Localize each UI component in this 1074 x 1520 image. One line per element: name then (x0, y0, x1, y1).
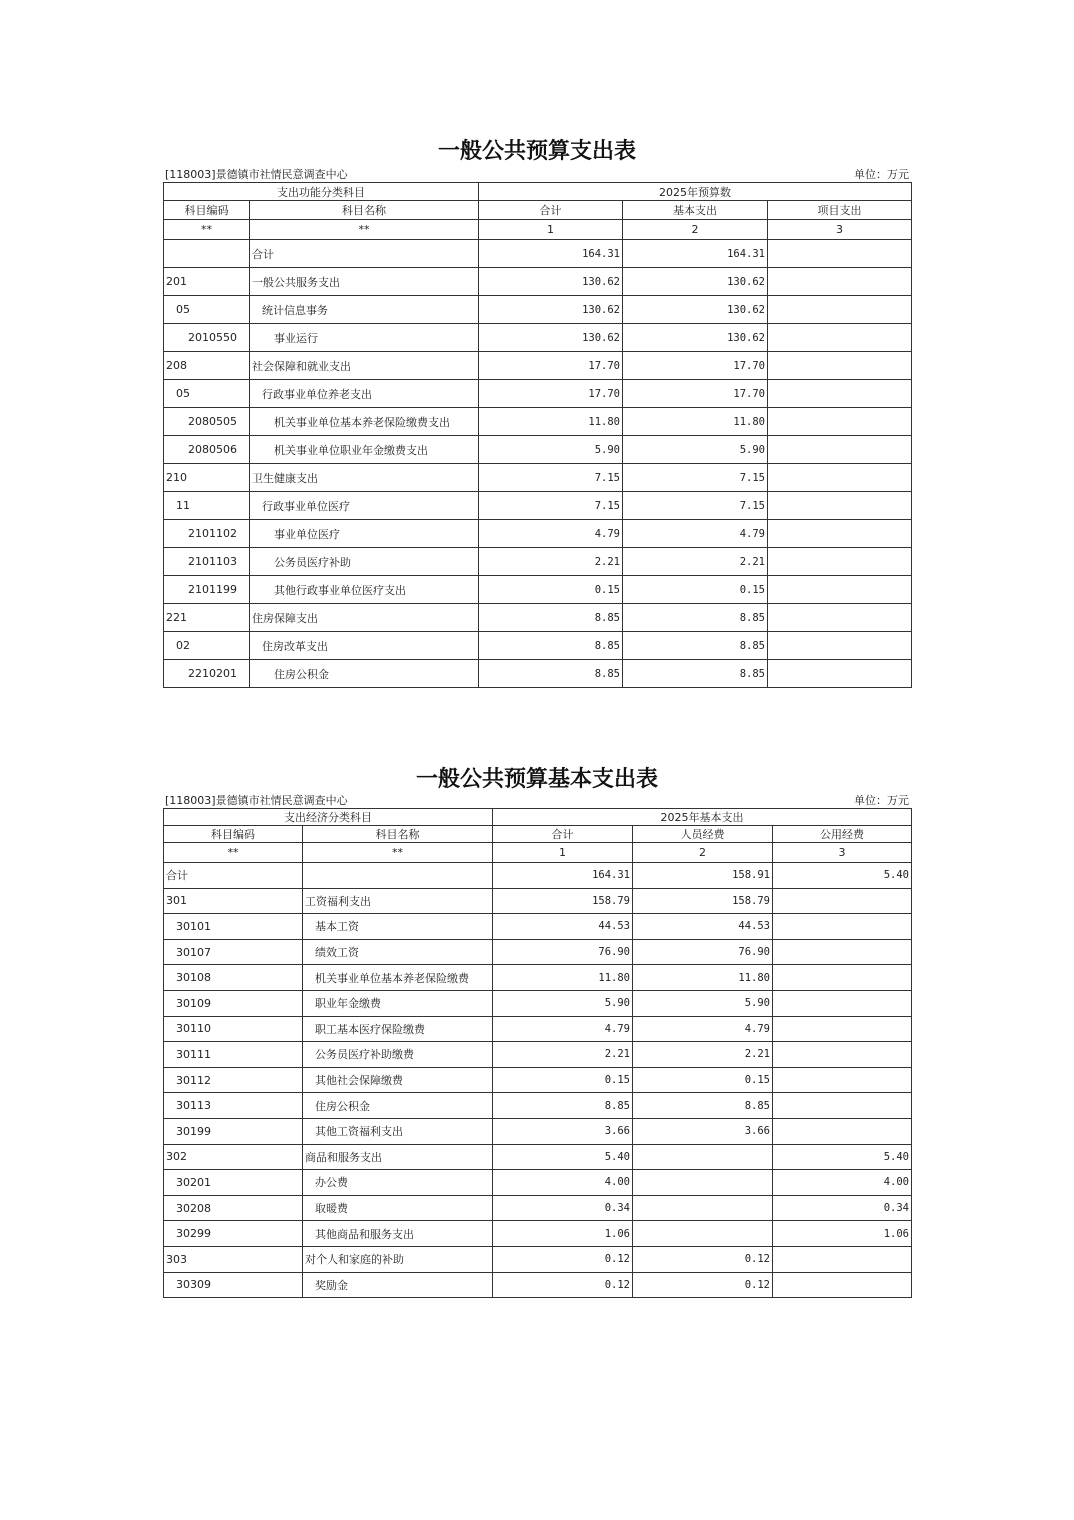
table2-index-row (164, 843, 912, 863)
table2-group-right: 2025年基本支出 (493, 809, 912, 826)
table2 (163, 808, 912, 1298)
table2-cell-name: 商品和服务支出 (303, 1144, 493, 1170)
table2-header-total: 合计 (493, 826, 633, 843)
table2-cell-personnel: 2.21 (633, 1042, 773, 1068)
table1-row (164, 604, 912, 632)
table2-cell-code: 30113 (164, 1093, 303, 1119)
table2-row (164, 1272, 912, 1298)
table1-row (164, 436, 912, 464)
table1-header-project: 项目支出 (768, 201, 912, 220)
table2-cell-code: 30299 (164, 1221, 303, 1247)
table2-cell-public: 5.40 (773, 863, 912, 889)
table1-cell-project (768, 576, 912, 604)
table1-cell-project (768, 492, 912, 520)
table1-cell-basic: 130.62 (623, 296, 768, 324)
table2-cell-code: 30108 (164, 965, 303, 991)
table2-cell-name: 机关事业单位基本养老保险缴费 (303, 965, 493, 991)
table1-cell-name: 公务员医疗补助 (250, 548, 479, 576)
table1-cell-name: 住房公积金 (250, 660, 479, 688)
table1-row (164, 296, 912, 324)
table1-cell-name: 行政事业单位养老支出 (250, 380, 479, 408)
table1-header-code: 科目编码 (164, 201, 250, 220)
table2-cell-personnel: 4.79 (633, 1016, 773, 1042)
table1-cell-basic: 130.62 (623, 324, 768, 352)
table1-cell-total: 130.62 (479, 268, 623, 296)
table2-cell-personnel (633, 1221, 773, 1247)
table2-row (164, 1246, 912, 1272)
table1-cell-code: 05 (164, 296, 250, 324)
table2-cell-code: 30201 (164, 1170, 303, 1196)
table2-cell-code: 30110 (164, 1016, 303, 1042)
table2-cell-personnel: 11.80 (633, 965, 773, 991)
table1-cell-code: 2101103 (164, 548, 250, 576)
table1-cell-code: 201 (164, 268, 250, 296)
table2-row (164, 1118, 912, 1144)
table2-cell-code: 30208 (164, 1195, 303, 1221)
table1-cell-basic: 7.15 (623, 464, 768, 492)
table2-cell-code: 30111 (164, 1042, 303, 1068)
table2-cell-name: 其他社会保障缴费 (303, 1067, 493, 1093)
table1-cell-total: 7.15 (479, 464, 623, 492)
table1-group-right: 2025年预算数 (479, 183, 912, 201)
table2-cell-public (773, 1272, 912, 1298)
table2-cell-total: 1.06 (493, 1221, 633, 1247)
table1-cell-project (768, 660, 912, 688)
table2-cell-name: 职工基本医疗保险缴费 (303, 1016, 493, 1042)
table1-row (164, 632, 912, 660)
table2-row (164, 939, 912, 965)
table1-row (164, 520, 912, 548)
table2-index-total: 1 (493, 843, 633, 863)
table1-cell-total: 0.15 (479, 576, 623, 604)
table2-column-header (164, 826, 912, 843)
table2-cell-public: 4.00 (773, 1170, 912, 1196)
table2-cell-total: 0.12 (493, 1246, 633, 1272)
table1-row (164, 380, 912, 408)
table1-cell-name: 一般公共服务支出 (250, 268, 479, 296)
table1-cell-project (768, 268, 912, 296)
table2-cell-name: 绩效工资 (303, 939, 493, 965)
table2-cell-personnel: 3.66 (633, 1118, 773, 1144)
table2-row (164, 1195, 912, 1221)
table1-cell-code: 2101102 (164, 520, 250, 548)
table1-cell-code: 2210201 (164, 660, 250, 688)
table2-row (164, 888, 912, 914)
table1-cell-name: 住房保障支出 (250, 604, 479, 632)
table1-row (164, 324, 912, 352)
table2-cell-total: 44.53 (493, 914, 633, 940)
table1-cell-code: 2080506 (164, 436, 250, 464)
table2-cell-personnel (633, 1144, 773, 1170)
table2-cell-name: 工资福利支出 (303, 888, 493, 914)
table1-cell-total: 164.31 (479, 240, 623, 268)
table2-cell-total: 0.12 (493, 1272, 633, 1298)
table1-group-left: 支出功能分类科目 (164, 183, 479, 201)
table2-cell-personnel: 158.91 (633, 863, 773, 889)
table2-row (164, 863, 912, 889)
table1-row (164, 548, 912, 576)
table2-header-name: 科目名称 (303, 826, 493, 843)
table2-cell-total: 0.15 (493, 1067, 633, 1093)
table1-cell-code: 02 (164, 632, 250, 660)
table1-cell-total: 130.62 (479, 296, 623, 324)
table1-cell-name: 行政事业单位医疗 (250, 492, 479, 520)
table2-cell-public (773, 1016, 912, 1042)
table1-index-name: ** (250, 220, 479, 240)
table1-cell-code: 05 (164, 380, 250, 408)
table1-cell-basic: 130.62 (623, 268, 768, 296)
table2-cell-code: 合计 (164, 863, 303, 889)
table1-cell-name: 社会保障和就业支出 (250, 352, 479, 380)
table1-row (164, 660, 912, 688)
table1-cell-basic: 7.15 (623, 492, 768, 520)
table2-cell-public (773, 1093, 912, 1119)
table1-cell-total: 11.80 (479, 408, 623, 436)
table1-cell-code: 221 (164, 604, 250, 632)
table2-cell-public (773, 990, 912, 1016)
table2-cell-total: 5.40 (493, 1144, 633, 1170)
table2-row (164, 965, 912, 991)
table2-cell-public (773, 1118, 912, 1144)
table2-cell-name: 住房公积金 (303, 1093, 493, 1119)
table1-header-basic: 基本支出 (623, 201, 768, 220)
table1-cell-basic: 17.70 (623, 352, 768, 380)
table1-row (164, 408, 912, 436)
table1-cell-project (768, 240, 912, 268)
table2-cell-code: 301 (164, 888, 303, 914)
table1-cell-basic: 8.85 (623, 660, 768, 688)
table1-cell-name: 机关事业单位职业年金缴费支出 (250, 436, 479, 464)
table2-cell-personnel: 0.15 (633, 1067, 773, 1093)
table2-body (164, 863, 912, 1298)
table2-cell-total: 158.79 (493, 888, 633, 914)
table1-cell-total: 2.21 (479, 548, 623, 576)
table1-cell-code: 11 (164, 492, 250, 520)
table1-cell-project (768, 632, 912, 660)
table1-index-basic: 2 (623, 220, 768, 240)
table1-row (164, 352, 912, 380)
table2-cell-personnel: 158.79 (633, 888, 773, 914)
table1-index-project: 3 (768, 220, 912, 240)
table1-cell-project (768, 296, 912, 324)
table1-cell-basic: 17.70 (623, 380, 768, 408)
table1-cell-name: 事业运行 (250, 324, 479, 352)
table2-cell-name: 取暖费 (303, 1195, 493, 1221)
table2-cell-total: 76.90 (493, 939, 633, 965)
table2-group-header (164, 809, 912, 826)
table2-cell-personnel: 5.90 (633, 990, 773, 1016)
table1-cell-total: 4.79 (479, 520, 623, 548)
table2-header-personnel: 人员经费 (633, 826, 773, 843)
table2-cell-code: 30109 (164, 990, 303, 1016)
table1-cell-project (768, 548, 912, 576)
table1-cell-code (164, 240, 250, 268)
table1-cell-basic: 5.90 (623, 436, 768, 464)
table2-cell-personnel (633, 1170, 773, 1196)
table1-row (164, 268, 912, 296)
table2-row (164, 1016, 912, 1042)
table2-cell-name: 职业年金缴费 (303, 990, 493, 1016)
table1-index-row (164, 220, 912, 240)
table2-group-left: 支出经济分类科目 (164, 809, 493, 826)
table2-cell-name: 公务员医疗补助缴费 (303, 1042, 493, 1068)
table1-cell-name: 住房改革支出 (250, 632, 479, 660)
table2-cell-total: 2.21 (493, 1042, 633, 1068)
table2-org: [118003]景德镇市社情民意调查中心 (165, 794, 348, 807)
table2-row (164, 1221, 912, 1247)
table1-header-total: 合计 (479, 201, 623, 220)
table2-cell-total: 3.66 (493, 1118, 633, 1144)
table2-cell-code: 30112 (164, 1067, 303, 1093)
table2-cell-name: 奖励金 (303, 1272, 493, 1298)
table2-cell-name: 办公费 (303, 1170, 493, 1196)
table2-title: 一般公共预算基本支出表 (415, 766, 658, 792)
table2-cell-personnel: 8.85 (633, 1093, 773, 1119)
table1-row (164, 464, 912, 492)
table1-cell-total: 8.85 (479, 632, 623, 660)
table2-index-code: ** (164, 843, 303, 863)
table2-cell-public (773, 1042, 912, 1068)
table1-row (164, 240, 912, 268)
table1-cell-total: 130.62 (479, 324, 623, 352)
table1-cell-project (768, 324, 912, 352)
table1-cell-total: 5.90 (479, 436, 623, 464)
table1-cell-name: 事业单位医疗 (250, 520, 479, 548)
table2-cell-public (773, 965, 912, 991)
table2-row (164, 914, 912, 940)
table1-cell-basic: 11.80 (623, 408, 768, 436)
table1-cell-basic: 8.85 (623, 604, 768, 632)
table2-row (164, 1170, 912, 1196)
table1-cell-code: 210 (164, 464, 250, 492)
table2-cell-code: 303 (164, 1246, 303, 1272)
table1-cell-basic: 0.15 (623, 576, 768, 604)
table2-cell-total: 11.80 (493, 965, 633, 991)
table1-cell-basic: 8.85 (623, 632, 768, 660)
table1-cell-project (768, 380, 912, 408)
table1-cell-name: 其他行政事业单位医疗支出 (250, 576, 479, 604)
table1 (163, 182, 912, 688)
table1-cell-total: 17.70 (479, 380, 623, 408)
table2-cell-total: 4.79 (493, 1016, 633, 1042)
table2-cell-total: 4.00 (493, 1170, 633, 1196)
table2-cell-public (773, 939, 912, 965)
table1-cell-code: 2010550 (164, 324, 250, 352)
table2-cell-code: 30199 (164, 1118, 303, 1144)
table2-cell-code: 302 (164, 1144, 303, 1170)
table1-cell-name: 机关事业单位基本养老保险缴费支出 (250, 408, 479, 436)
table1-cell-total: 7.15 (479, 492, 623, 520)
table1-cell-code: 208 (164, 352, 250, 380)
table2-cell-public (773, 1246, 912, 1272)
table2-cell-personnel (633, 1195, 773, 1221)
table2-row (164, 1067, 912, 1093)
table1-cell-total: 8.85 (479, 660, 623, 688)
table2-unit: 单位：万元 (854, 794, 909, 807)
table1-cell-project (768, 352, 912, 380)
table1-cell-total: 8.85 (479, 604, 623, 632)
table2-index-name: ** (303, 843, 493, 863)
table2-row (164, 1144, 912, 1170)
table1-cell-code: 2080505 (164, 408, 250, 436)
table1-index-code: ** (164, 220, 250, 240)
table2-cell-name (303, 863, 493, 889)
table1-cell-project (768, 408, 912, 436)
table1-cell-basic: 4.79 (623, 520, 768, 548)
table2-cell-total: 8.85 (493, 1093, 633, 1119)
table1-cell-project (768, 604, 912, 632)
table2-cell-public (773, 914, 912, 940)
table2-header-public: 公用经费 (773, 826, 912, 843)
table1-cell-project (768, 520, 912, 548)
table1-column-header (164, 201, 912, 220)
table2-cell-personnel: 44.53 (633, 914, 773, 940)
table2-cell-public: 5.40 (773, 1144, 912, 1170)
table2-index-public: 3 (773, 843, 912, 863)
table2-cell-name: 其他商品和服务支出 (303, 1221, 493, 1247)
table2-cell-name: 对个人和家庭的补助 (303, 1246, 493, 1272)
table2-cell-total: 164.31 (493, 863, 633, 889)
table2-cell-public (773, 1067, 912, 1093)
table2-cell-total: 5.90 (493, 990, 633, 1016)
table2-cell-public: 1.06 (773, 1221, 912, 1247)
table2-cell-code: 30309 (164, 1272, 303, 1298)
table2-header-code: 科目编码 (164, 826, 303, 843)
table1-cell-basic: 164.31 (623, 240, 768, 268)
table2-row (164, 1093, 912, 1119)
table1-header-name: 科目名称 (250, 201, 479, 220)
table2-cell-total: 0.34 (493, 1195, 633, 1221)
table1-cell-name: 合计 (250, 240, 479, 268)
table1-group-header (164, 183, 912, 201)
table1-unit: 单位：万元 (854, 168, 909, 181)
table1-cell-code: 2101199 (164, 576, 250, 604)
table1-row (164, 492, 912, 520)
table2-cell-code: 30107 (164, 939, 303, 965)
table1-row (164, 576, 912, 604)
table1-cell-project (768, 464, 912, 492)
table2-cell-name: 基本工资 (303, 914, 493, 940)
table2-cell-name: 其他工资福利支出 (303, 1118, 493, 1144)
table1-cell-basic: 2.21 (623, 548, 768, 576)
table2-cell-public (773, 888, 912, 914)
table2-index-personnel: 2 (633, 843, 773, 863)
table1-title: 一般公共预算支出表 (437, 138, 636, 164)
table1-org: [118003]景德镇市社情民意调查中心 (165, 168, 348, 181)
table1-body (164, 240, 912, 688)
table1-cell-name: 统计信息事务 (250, 296, 479, 324)
table2-cell-code: 30101 (164, 914, 303, 940)
table2-cell-personnel: 76.90 (633, 939, 773, 965)
table1-cell-project (768, 436, 912, 464)
table1-index-total: 1 (479, 220, 623, 240)
table2-cell-personnel: 0.12 (633, 1246, 773, 1272)
table2-cell-public: 0.34 (773, 1195, 912, 1221)
table1-cell-name: 卫生健康支出 (250, 464, 479, 492)
table2-cell-personnel: 0.12 (633, 1272, 773, 1298)
table2-row (164, 990, 912, 1016)
table1-cell-total: 17.70 (479, 352, 623, 380)
table2-row (164, 1042, 912, 1068)
